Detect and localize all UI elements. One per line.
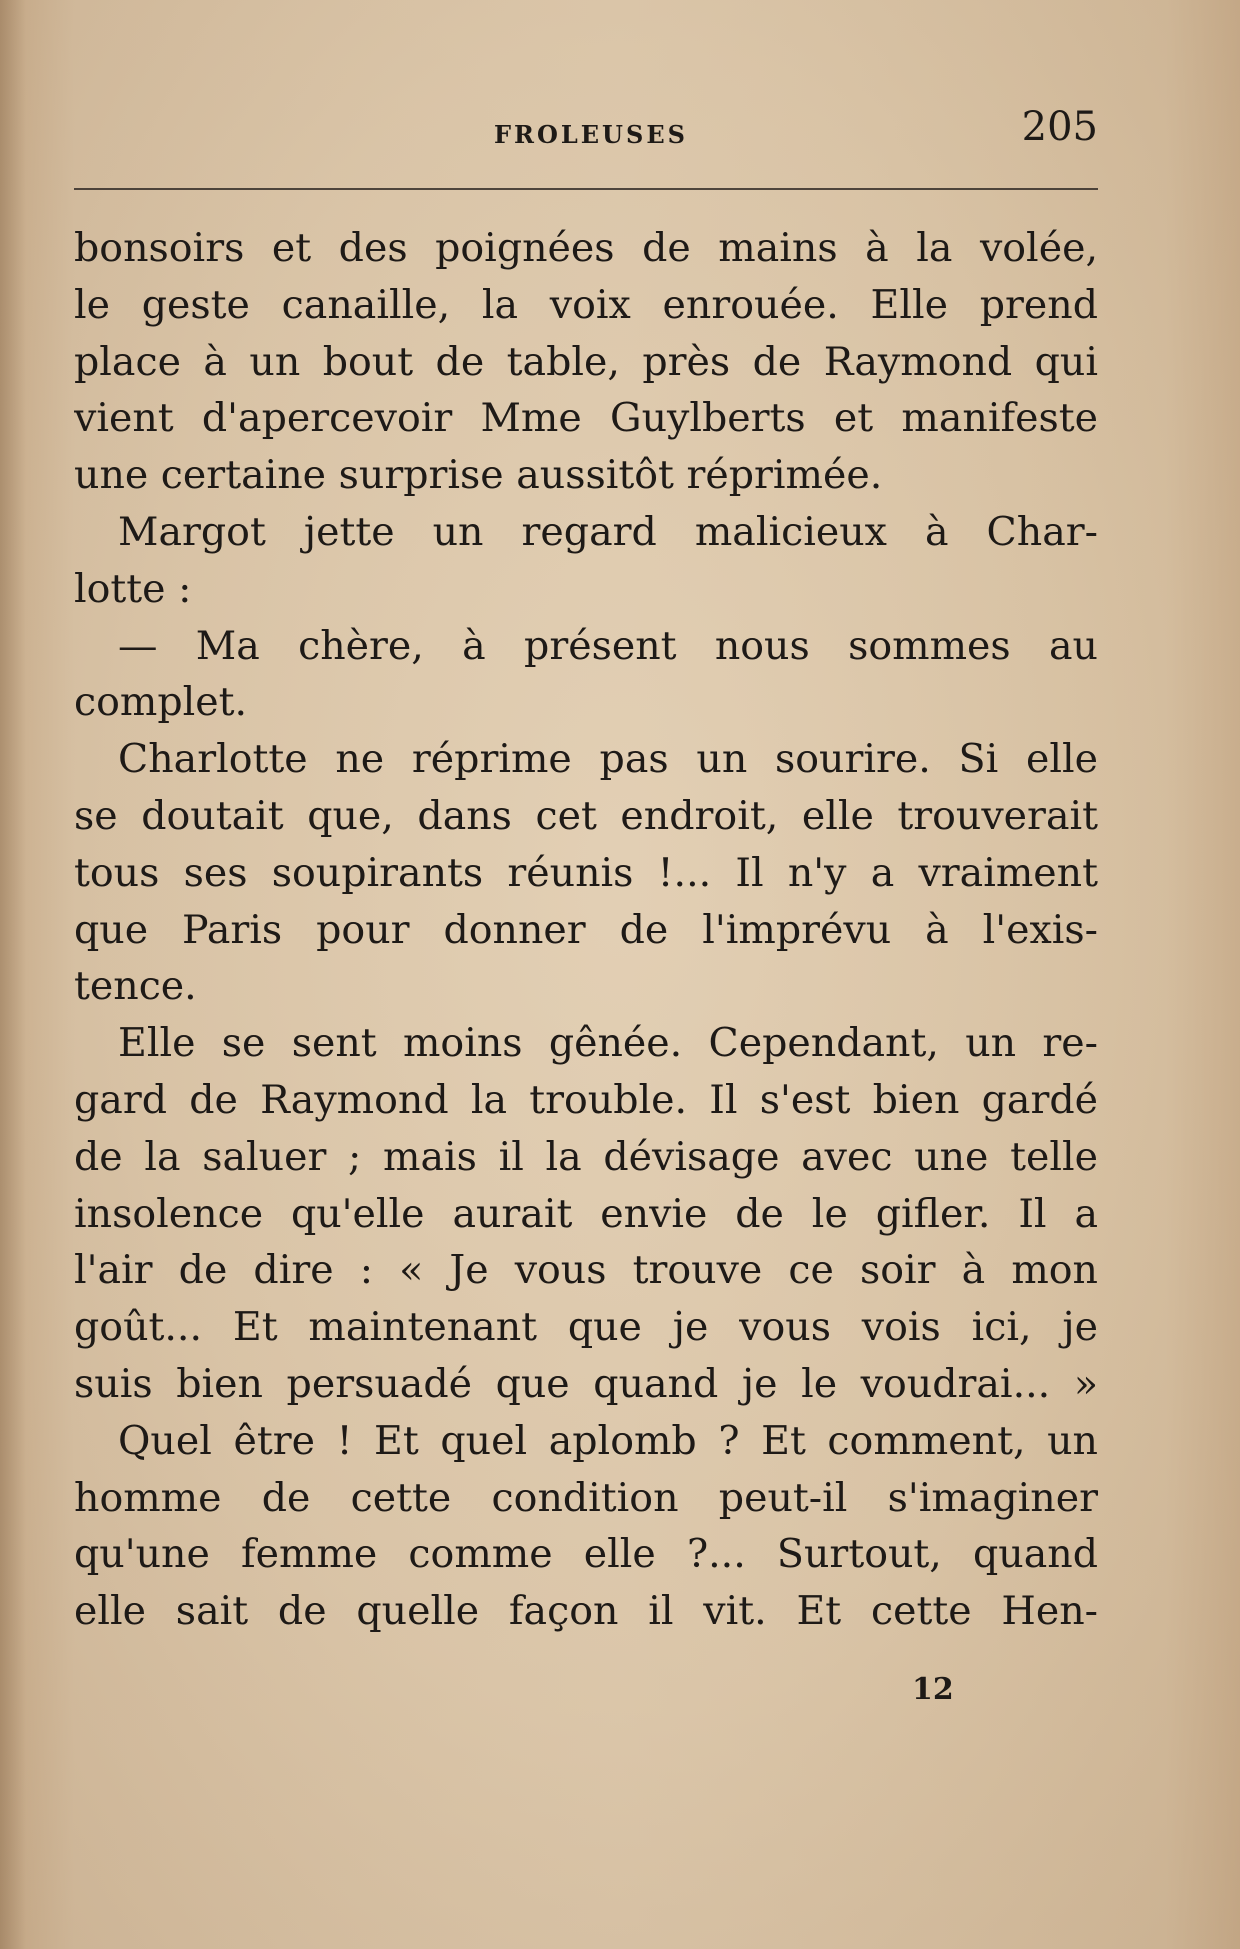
- spine-shadow: [0, 0, 26, 1949]
- text-line: complet.: [74, 679, 248, 726]
- text-line: insolence qu'elle aurait envie de le gifler. Il a: [74, 1190, 1098, 1237]
- text-line: le geste canaille, la voix enrouée. Elle prend: [74, 281, 1098, 328]
- text-line: bonsoirs et des poignées de mains à la volée,: [74, 225, 1098, 271]
- text-line: Quel être ! Et quel aplomb ? Et comment, un: [118, 1417, 1098, 1464]
- text-line: une certaine surprise aussitôt réprimée.: [74, 452, 883, 499]
- body-text: [74, 220, 1098, 1640]
- text-line: de la saluer ; mais il la dévisage avec une telle: [74, 1133, 1098, 1180]
- text-line: elle sait de quelle façon il vit. Et cette Hen-: [74, 1588, 1098, 1635]
- text-line: gard de Raymond la trouble. Il s'est bien gardé: [74, 1076, 1098, 1123]
- text-line: tence.: [74, 963, 197, 1010]
- text-line: l'air de dire : « Je vous trouve ce soir à mon: [74, 1247, 1098, 1294]
- running-title: FROLEUSES: [494, 120, 688, 149]
- text-line: homme de cette condition peut-il s'imaginer: [74, 1474, 1098, 1521]
- text-line: — Ma chère, à présent nous sommes au: [118, 622, 1098, 669]
- text-line: qu'une femme comme elle ?... Surtout, quand: [74, 1531, 1098, 1578]
- signature-mark: 12: [912, 1672, 954, 1707]
- page-header: [74, 104, 1098, 164]
- text-line: que Paris pour donner de l'imprévu à l'exis-: [74, 906, 1098, 953]
- page-number: 205: [1021, 104, 1098, 150]
- text-line: Charlotte ne réprime pas un sourire. Si elle: [118, 736, 1098, 783]
- text-line: Margot jette un regard malicieux à Char-: [118, 508, 1098, 555]
- text-line: place à un bout de table, près de Raymond qui: [74, 338, 1098, 385]
- text-line: lotte :: [74, 565, 192, 612]
- header-rule: [74, 188, 1098, 190]
- text-line: goût... Et maintenant que je vous vois ici, je: [74, 1304, 1098, 1351]
- text-line: se doutait que, dans cet endroit, elle trouverait: [74, 792, 1098, 839]
- text-line: Elle se sent moins gênée. Cependant, un re-: [118, 1020, 1098, 1067]
- text-line: tous ses soupirants réunis !... Il n'y a vraiment: [74, 849, 1098, 896]
- text-line: vient d'apercevoir Mme Guylberts et manifeste: [74, 395, 1098, 442]
- text-line: suis bien persuadé que quand je le voudrai... »: [74, 1360, 1098, 1407]
